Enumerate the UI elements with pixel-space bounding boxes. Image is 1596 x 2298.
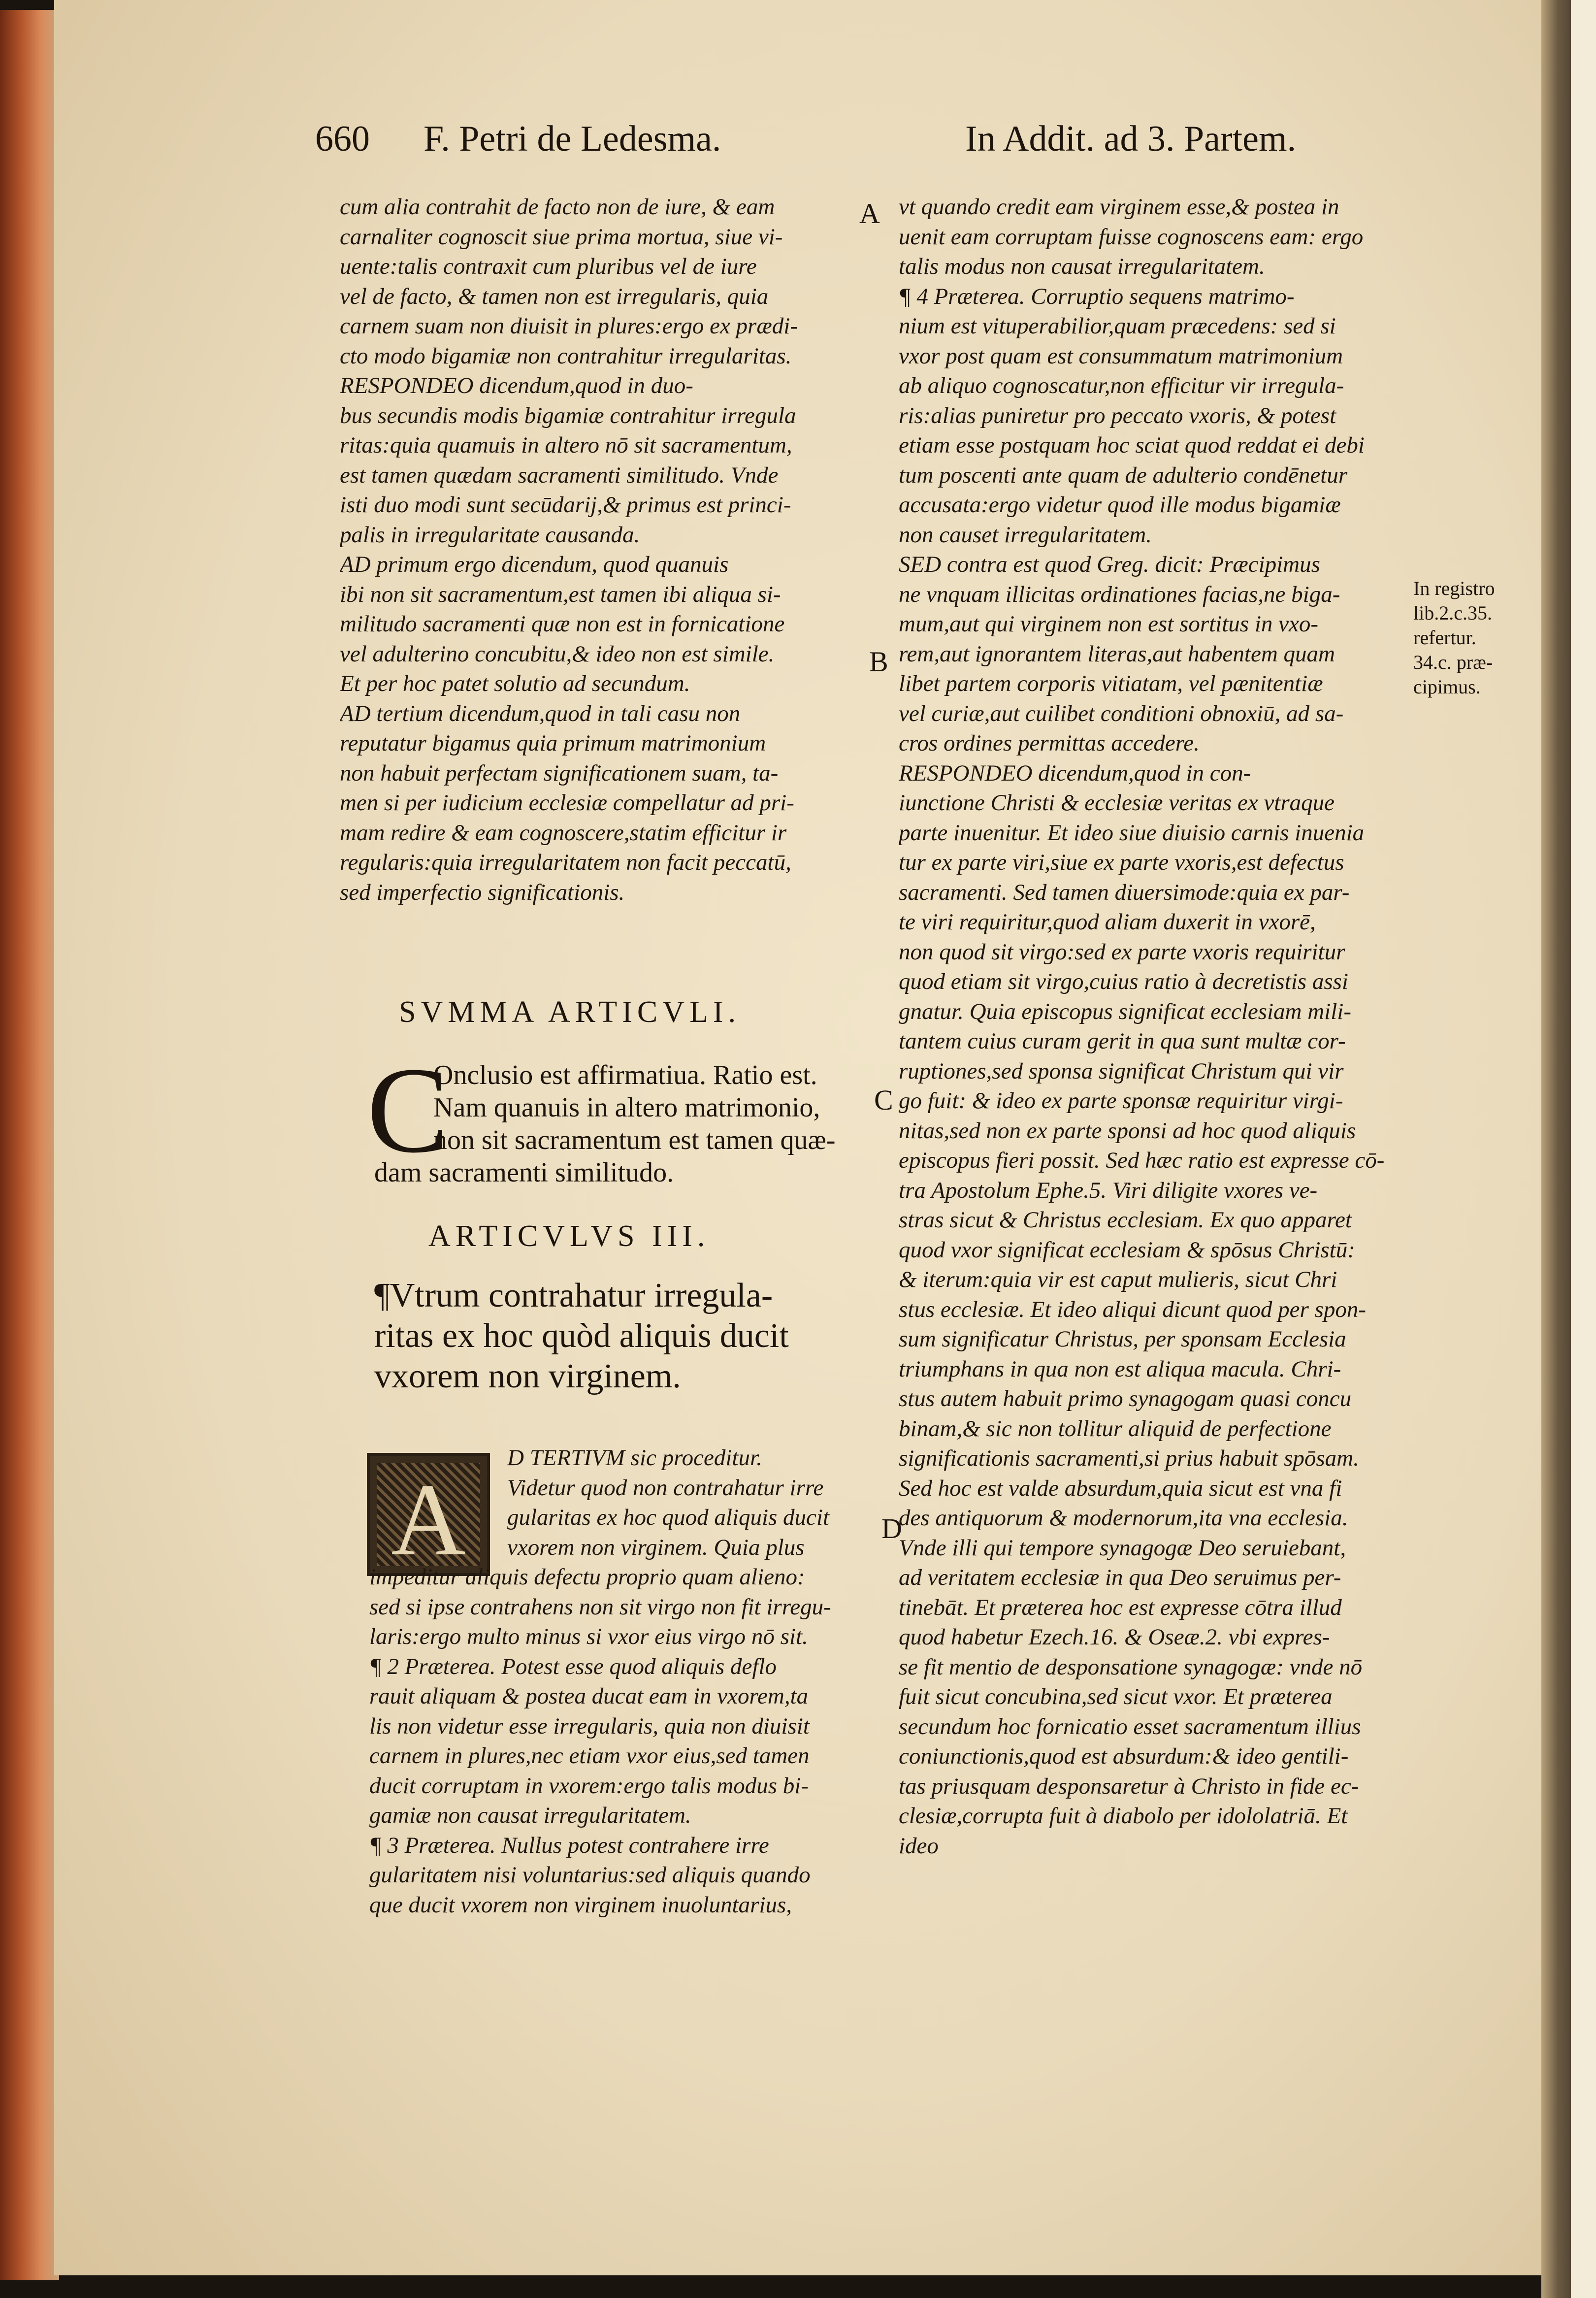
text-line: tinebāt. Et præterea hoc est expresse cōtra illud (899, 1594, 1342, 1620)
text-line: secundum hoc fornicatio esset sacramentum illius (899, 1713, 1361, 1740)
text-line: gnatur. Quia episcopus significat ecclesiam mili- (899, 998, 1352, 1024)
text-line: episcopus fieri possit. Sed hæc ratio est expresse cō- (899, 1148, 1385, 1173)
text-line: rauit aliquam & postea ducat eam in vxorem,ta (369, 1683, 809, 1709)
text-line: vxorem non virginem. Quia plus (507, 1534, 805, 1560)
text-line: carnaliter cognoscit siue prima mortua, siue vi- (340, 224, 783, 250)
margin-letter-c: C (874, 1084, 893, 1116)
text-line: ¶ 2 Præterea. Potest esse quod aliquis deflo (369, 1653, 777, 1679)
text-line: vxor post quam est consummatum matrimonium (899, 343, 1343, 369)
text-line: stus ecclesiæ. Et ideo aliqui dicunt quod per spon- (899, 1296, 1367, 1322)
marginal-note-line: 34.c. præ- (1413, 651, 1493, 673)
text-line: que ducit vxorem non virginem inuoluntarius, (369, 1892, 792, 1918)
text-line: vel adulterino concubitu,& ideo non est simile. (340, 641, 775, 667)
text-line: AD primum ergo dicendum, quod quanuis (340, 552, 729, 577)
text-line: iunctione Christi & ecclesiæ veritas ex vtraque (899, 790, 1335, 816)
text-line: gamiæ non causat irregularitatem. (369, 1803, 691, 1828)
margin-letter-d: D (881, 1512, 902, 1544)
text-line: quod vxor significat ecclesiam & spōsus Christū: (899, 1237, 1355, 1263)
article-title: ARTICVLVS III. (428, 1219, 710, 1253)
text-line: mum,aut qui virginem non est sortitus in vxo- (899, 611, 1319, 637)
text-line: fuit sicut concubina,sed sicut vxor. Et præterea (899, 1684, 1333, 1709)
text-line: RESPONDEO dicendum,quod in con- (899, 760, 1251, 786)
text-line: libet partem corporis vitiatam, vel pænitentiæ (899, 671, 1323, 696)
text-line: gularitatem nisi voluntarius:sed aliquis quando (369, 1862, 811, 1888)
running-head-left: F. Petri de Ledesma. (423, 119, 721, 159)
text-line: est tamen quædam sacramenti similitudo. Vnde (340, 462, 779, 488)
text-line: go fuit: & ideo ex parte sponsæ requiritur virgi- (899, 1088, 1343, 1114)
left-column-lower (369, 1443, 867, 1920)
woodcut-letter: A (391, 1463, 466, 1577)
text-line: quod habetur Ezech.16. & Oseæ.2. vbi expres- (899, 1624, 1330, 1650)
margin-letter-a: A (859, 197, 880, 230)
text-line: tur ex parte viri,siue ex parte vxoris,est defectus (899, 850, 1344, 875)
summa-line: non sit sacramentum est tamen quæ- (433, 1125, 836, 1155)
text-line: non causet irregularitatem. (899, 522, 1152, 548)
text-line: ducit corruptam in vxorem:ergo talis modus bi- (369, 1773, 809, 1799)
text-line: carnem in plures,nec etiam vxor eius,sed tamen (369, 1743, 810, 1769)
marginal-note-line: lib.2.c.35. (1413, 602, 1492, 624)
text-line: uente:talis contraxit cum pluribus vel de iure (340, 254, 757, 279)
text-line: palis in irregularitate causanda. (340, 522, 640, 548)
text-line: bus secundis modis bigamiæ contrahitur irregula (340, 402, 796, 428)
text-line: regularis:quia irregularitatem non facit peccatū, (340, 850, 791, 875)
text-line: cros ordines permittas accedere. (899, 730, 1200, 756)
text-line: clesiæ,corrupta fuit à diabolo per idololatriā. Et (899, 1803, 1348, 1829)
text-line: D TERTIVM sic proceditur. (507, 1445, 762, 1471)
summa-text (374, 1059, 835, 1189)
text-line: ad veritatem ecclesiæ in qua Deo seruimus per- (899, 1565, 1341, 1590)
text-line: uenit eam corruptam fuisse cognoscens eam: ergo (899, 224, 1364, 250)
text-line: sed imperfectio significationis. (340, 879, 625, 905)
text-line: tra Apostolum Ephe.5. Viri diligite vxores ve- (899, 1177, 1318, 1203)
text-line: ideo (899, 1833, 939, 1859)
text-line: se fit mentio de desponsatione synagogæ: vnde nō (899, 1654, 1363, 1680)
text-line: nium est vituperabilior,quam præcedens: sed si (899, 313, 1336, 339)
next-page-strip (1571, 0, 1596, 2298)
text-line: vt quando credit eam virginem esse,& postea in (899, 194, 1339, 220)
text-line: quod etiam sit virgo,cuius ratio à decretistis assi (899, 969, 1348, 994)
text-line: & iterum:quia vir est caput mulieris, sicut Chri (899, 1267, 1337, 1292)
marginal-note-line: In registro (1413, 577, 1495, 599)
margin-letter-b: B (869, 646, 888, 678)
marginal-note (1413, 576, 1536, 699)
text-line: ¶ 3 Præterea. Nullus potest contrahere irre (369, 1832, 769, 1858)
text-line: binam,& sic non tollitur aliquid de perfectione (899, 1415, 1332, 1442)
left-column-upper (340, 192, 867, 907)
text-line: militudo sacramenti quæ non est in fornicatione (340, 611, 785, 637)
text-line: sacramenti. Sed tamen diuersimode:quia ex par- (899, 879, 1350, 905)
text-line: cum alia contrahit de facto non de iure, & eam (340, 194, 775, 220)
text-line: vel de facto, & tamen non est irregularis, quia (340, 283, 769, 309)
page-edge (0, 10, 59, 2280)
text-line: des antiquorum & modernorum,ita vna ecclesia. (899, 1505, 1348, 1531)
text-line: tantem cuius curam gerit in qua sunt multæ cor- (899, 1028, 1346, 1054)
text-line: Sed hoc est valde absurdum,quia sicut est vna fi (899, 1475, 1342, 1501)
marginal-note-line: cipimus. (1413, 676, 1481, 698)
text-line: reputatur bigamus quia primum matrimonium (340, 730, 766, 756)
text-line: stras sicut & Christus ecclesiam. Ex quo apparet (899, 1207, 1352, 1233)
text-line: ¶ 4 Præterea. Corruptio sequens matrimo- (899, 283, 1295, 309)
text-line: carnem suam non diuisit in plures:ergo ex prædi- (340, 313, 798, 339)
text-line: te viri requiritur,quod aliam duxerit in vxorē, (899, 909, 1316, 935)
question-line: ¶Vtrum contrahatur irregula- (374, 1277, 773, 1314)
summa-line: dam sacramenti similitudo. (374, 1157, 674, 1188)
text-line: cto modo bigamiæ non contrahitur irregularitas. (340, 343, 792, 369)
text-line: etiam esse postquam hoc sciat quod reddat ei debi (899, 432, 1365, 458)
text-line: triumphans in qua non est aliqua macula. Chri- (899, 1356, 1341, 1382)
text-line: men si per iudicium ecclesiæ compellatur ad pri- (340, 790, 794, 816)
text-line: tas priusquam desponsaretur à Christo in fide ec- (899, 1773, 1359, 1799)
text-line: vel curiæ,aut cuilibet conditioni obnoxiū, ad sa- (899, 700, 1344, 726)
marginal-note-line: refertur. (1413, 626, 1476, 649)
summa-dropcap: C (367, 1042, 449, 1179)
text-line: nitas,sed non ex parte sponsi ad hoc quod aliquis (899, 1117, 1356, 1144)
text-line: ruptiones,sed sponsa significat Christum qui vir (899, 1058, 1344, 1084)
running-head-right: In Addit. ad 3. Partem. (965, 119, 1297, 159)
right-column (899, 192, 1406, 1861)
text-line: laris:ergo multo minus si vxor eius virgo nō sit. (369, 1624, 808, 1649)
text-line: RESPONDEO dicendum,quod in duo- (340, 373, 693, 398)
page-number: 660 (315, 119, 370, 159)
text-line: lis non videtur esse irregularis, quia non diuisit (369, 1713, 810, 1739)
text-line: impeditur aliquis defectu proprio quam alieno: (369, 1564, 805, 1590)
text-line: stus autem habuit primo synagogam quasi concu (899, 1386, 1352, 1412)
text-line: AD tertium dicendum,quod in tali casu non (340, 700, 741, 726)
summa-line: Nam quanuis in altero matrimonio, (433, 1092, 820, 1123)
text-line: Et per hoc patet solutio ad secundum. (340, 671, 690, 696)
text-line: sum significatur Christus, per sponsam Ecclesia (899, 1326, 1346, 1352)
text-line: tum poscenti ante quam de adulterio condēnetur (899, 462, 1348, 488)
text-line: Vnde illi qui tempore synagogæ Deo seruiebant, (899, 1535, 1346, 1561)
text-line: coniunctionis,quod est absurdum:& ideo gentili- (899, 1743, 1349, 1769)
text-line: significationis sacramenti,si prius habuit spōsam. (899, 1445, 1359, 1471)
text-line: SED contra est quod Greg. dicit: Præcipimus (899, 552, 1320, 577)
text-line: non quod sit virgo:sed ex parte vxoris requiritur (899, 939, 1345, 965)
text-line: non habuit perfectam significationem suam, ta- (340, 760, 779, 786)
text-line: mam redire & eam cognoscere,statim efficitur ir (340, 820, 787, 846)
question-text (374, 1276, 789, 1397)
text-line: sed si ipse contrahens non sit virgo non fit irregu- (369, 1594, 831, 1620)
text-line: rem,aut ignorantem literas,aut habentem quam (899, 641, 1335, 667)
text-line: Videtur quod non contrahatur irre (507, 1475, 824, 1501)
text-line: ritas:quia quamuis in altero nō sit sacramentum, (340, 432, 792, 458)
question-line: ritas ex hoc quòd aliquis ducit (374, 1317, 789, 1355)
text-line: ne vnquam illicitas ordinationes facias,ne biga- (899, 581, 1340, 607)
text-line: gularitas ex hoc quod aliquis ducit (507, 1505, 830, 1530)
summa-line: Onclusio est affirmatiua. Ratio est. (433, 1060, 817, 1090)
text-line: ris:alias puniretur pro peccato vxoris, & potest (899, 402, 1336, 428)
question-line: vxorem non virginem. (374, 1357, 681, 1395)
text-line: isti duo modi sunt secūdarij,& primus est princi- (340, 492, 791, 518)
text-line: ibi non sit sacramentum,est tamen ibi aliqua si- (340, 581, 781, 607)
summa-title: SVMMA ARTICVLI. (399, 995, 741, 1029)
text-line: ab aliquo cognoscatur,non efficitur vir irregula- (899, 373, 1344, 398)
text-line: parte inuenitur. Et ideo siue diuisio carnis inuenia (899, 820, 1365, 846)
text-line: accusata:ergo videtur quod ille modus bigamiæ (899, 492, 1341, 518)
text-line: talis modus non causat irregularitatem. (899, 254, 1265, 279)
